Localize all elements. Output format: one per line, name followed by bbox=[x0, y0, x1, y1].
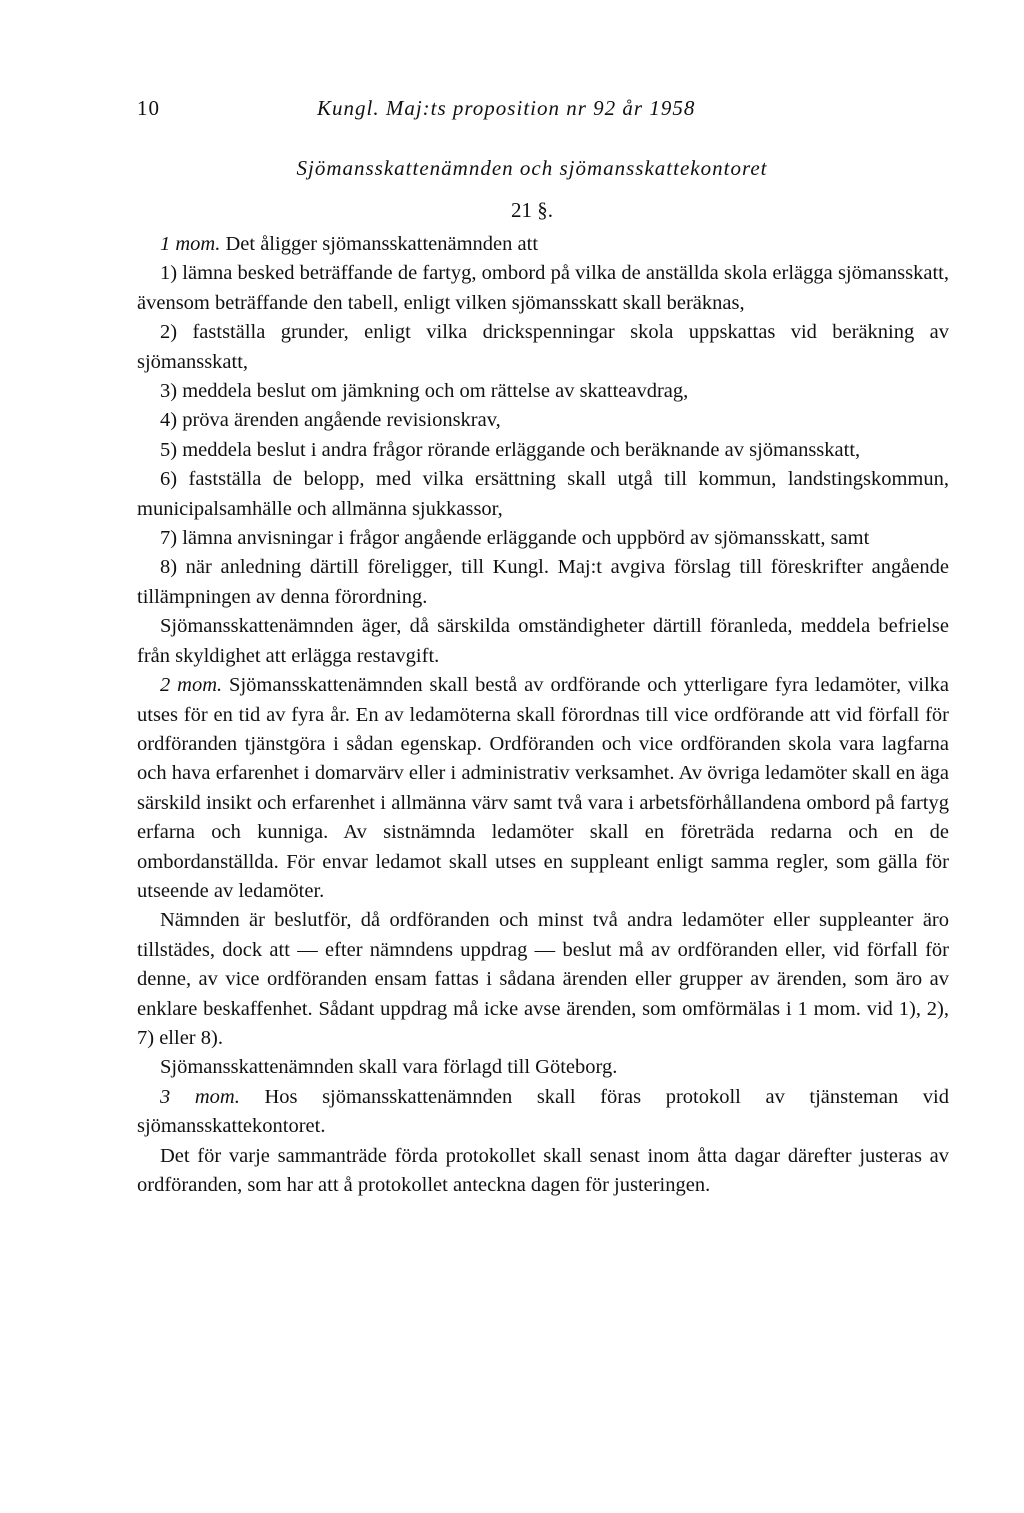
paragraph-text: Sjömansskattenämnden skall bestå av ordförande och ytterligare fyra ledamöter, vilka utses för en tid av fyra år. En av ledamöterna skall förordnas till vice ordförande att vid förfall för ordföranden tjänstgöra i sådan egenskap. Ordföranden och vice ordföranden skola vara lagfarna och hava erfarenhet i domarvärv eller i administrativ verksamhet. Av övriga ledamöter skall en äga särskild insikt och erfarenhet i allmänna värv samt två vara i arbetsförhållandena ombord på fartyg erfarna och kunniga. Av sistnämnda ledamöter skall en företräda redarna och en de ombordanställda. För envar ledamot skall utses en suppleant enligt samma regler, som gälla för utseende av ledamöter. bbox=[137, 674, 949, 902]
list-item bbox=[137, 406, 949, 435]
moment-label: 3 mom. bbox=[160, 1085, 240, 1108]
paragraph-number: 21 §. bbox=[511, 198, 553, 222]
paragraph-text: 1) lämna besked beträffande de fartyg, ombord på vilka de anställda skola erlägga sjömansskatt, ävensom beträffande den tabell, enligt vilken sjömansskatt skall beräknas, bbox=[137, 262, 949, 314]
paragraph bbox=[137, 671, 949, 906]
paragraph bbox=[137, 230, 949, 259]
page-number: 10 bbox=[137, 96, 160, 120]
paragraph-text: 3) meddela beslut om jämkning och om rättelse av skatteavdrag, bbox=[160, 380, 689, 403]
list-item bbox=[137, 377, 949, 406]
list-item bbox=[137, 553, 949, 612]
paragraph-text: Det för varje sammanträde förda protokollet skall senast inom åtta dagar därefter justeras av ordföranden, som har att å protokollet anteckna dagen för justeringen. bbox=[137, 1144, 949, 1196]
section-heading: Sjömansskattenämnden och sjömansskattekontoret bbox=[296, 156, 768, 180]
paragraph bbox=[137, 1142, 949, 1201]
list-item bbox=[137, 318, 949, 377]
moment-label: 2 mom. bbox=[160, 674, 223, 697]
paragraph bbox=[137, 1053, 949, 1082]
paragraph-text: 6) fastställa de belopp, med vilka ersättning skall utgå till kommun, landstingskommun, municipalsamhälle och allmänna sjukkassor, bbox=[137, 468, 949, 520]
document-body bbox=[137, 230, 949, 1200]
paragraph-text: 2) fastställa grunder, enligt vilka drickspenningar skola uppskattas vid beräkning av sjömansskatt, bbox=[137, 321, 949, 373]
paragraph-text: Hos sjömansskattenämnden skall föras protokoll av tjänsteman vid sjömansskattekontoret. bbox=[137, 1085, 950, 1138]
list-item bbox=[137, 524, 949, 553]
paragraph-text: 4) pröva ärenden angående revisionskrav, bbox=[160, 409, 501, 432]
paragraph bbox=[137, 906, 949, 1053]
paragraph-text: Det åligger sjömansskattenämnden att bbox=[220, 233, 539, 255]
paragraph bbox=[137, 1083, 949, 1142]
list-item bbox=[137, 436, 949, 465]
paragraph-text: 7) lämna anvisningar i frågor angående erläggande och uppbörd av sjömansskatt, samt bbox=[160, 527, 870, 550]
paragraph-text: 8) när anledning därtill föreligger, till Kungl. Maj:t avgiva förslag till föreskrifter angående tillämpningen av denna förordning. bbox=[137, 556, 949, 608]
paragraph-text: Sjömansskattenämnden skall vara förlagd till Göteborg. bbox=[160, 1056, 618, 1079]
paragraph-text: 5) meddela beslut i andra frågor rörande erläggande och beräknande av sjömansskatt, bbox=[160, 438, 861, 461]
paragraph-text: Sjömansskattenämnden äger, då särskilda omständigheter därtill föranleda, meddela befrielse från skyldighet att erlägga restavgift. bbox=[137, 615, 949, 667]
list-item bbox=[137, 465, 949, 524]
paragraph bbox=[137, 612, 949, 671]
list-item bbox=[137, 259, 949, 318]
paragraph-text: Nämnden är beslutför, då ordföranden och minst två andra ledamöter eller suppleanter äro tillstädes, dock att — efter nämndens uppdrag — beslut må av ordföranden eller, vid förfall för denne, av vice ordföranden ensam fattas i sådana ärenden eller grupper av ärenden, som äro av enklare beskaffenhet. Sådant uppdrag må icke avse ärenden, som omförmälas i 1 mom. vid 1), 2), 7) eller 8). bbox=[137, 909, 949, 1049]
running-title: Kungl. Maj:ts proposition nr 92 år 1958 bbox=[317, 96, 696, 120]
page-header bbox=[137, 96, 947, 126]
moment-label: 1 mom. bbox=[160, 233, 221, 255]
